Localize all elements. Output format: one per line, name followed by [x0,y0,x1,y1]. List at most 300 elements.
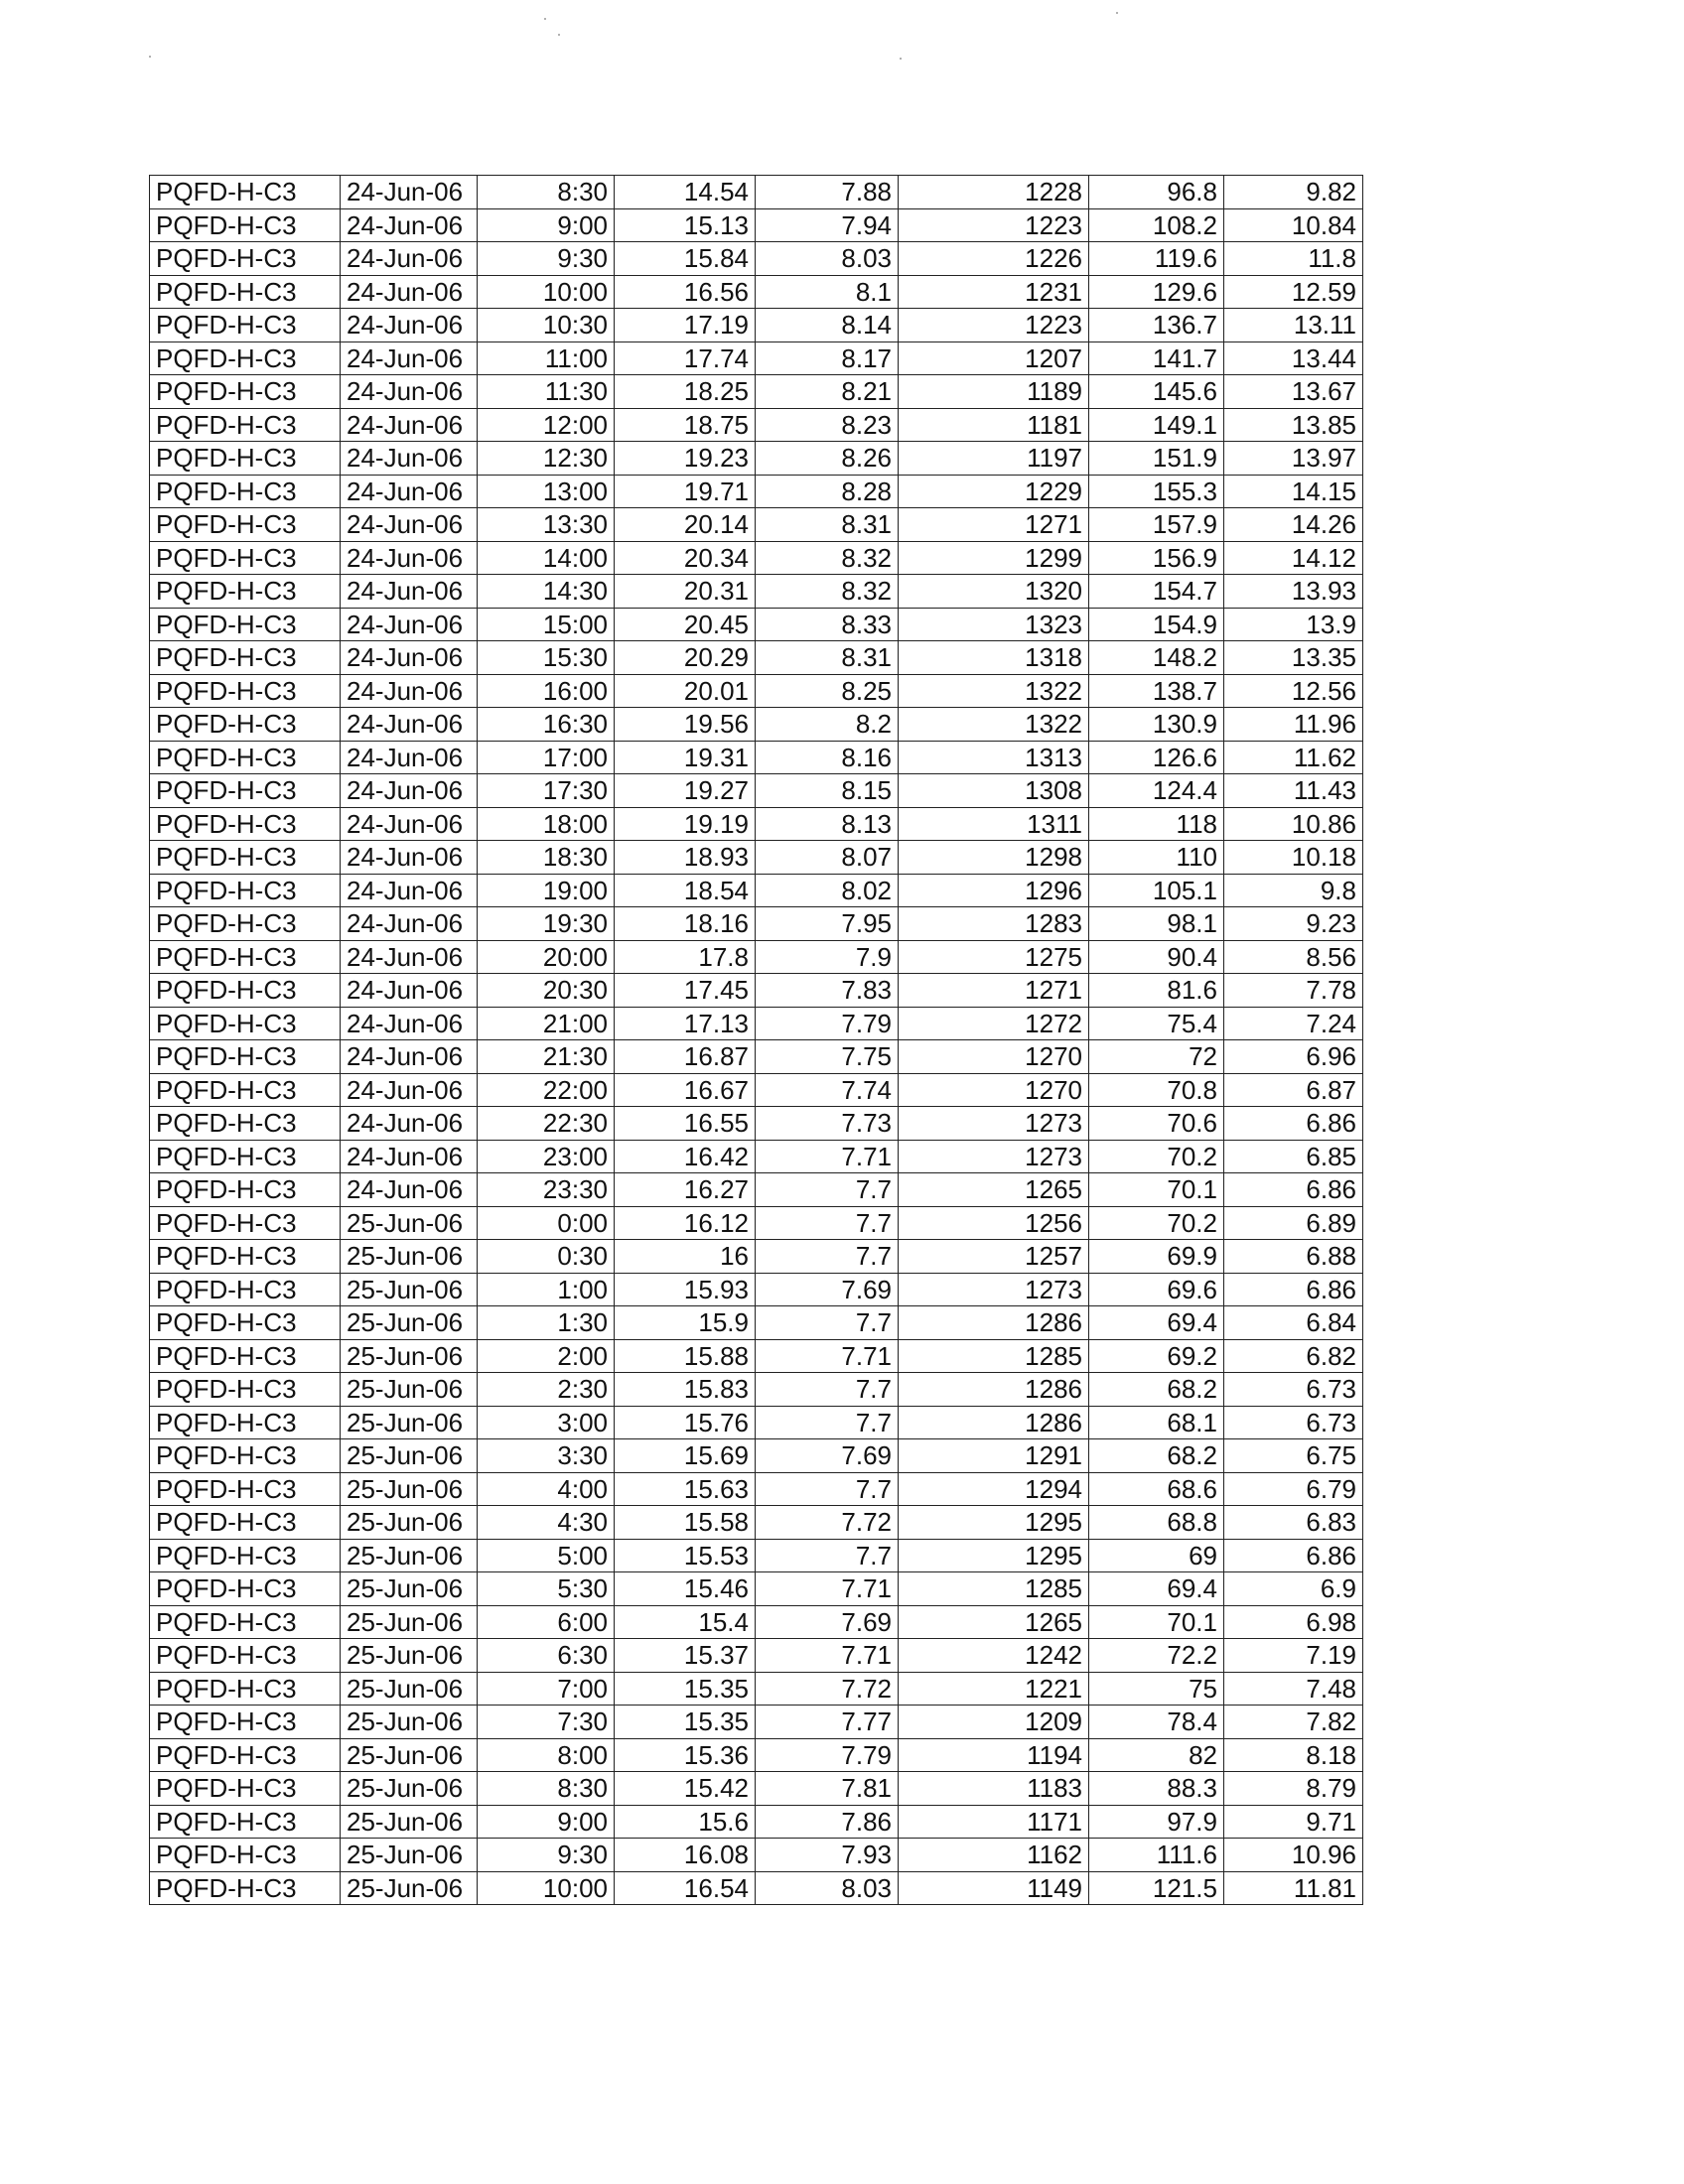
table-row [150,375,1363,409]
col-8-cell: 10.86 [1224,807,1363,841]
date-cell: 24-Jun-06 [341,475,478,508]
table-row [150,341,1363,375]
col-5-cell: 7.93 [756,1839,899,1872]
col-6-cell: 1223 [899,309,1089,342]
time-cell: 16:00 [478,674,615,708]
col-4-cell: 15.83 [615,1373,756,1407]
col-7-cell: 154.7 [1089,575,1224,609]
col-5-cell: 8.23 [756,408,899,442]
date-cell: 25-Jun-06 [341,1539,478,1572]
site-id-cell: PQFD-H-C3 [150,741,341,774]
table-row [150,1073,1363,1107]
time-cell: 7:30 [478,1706,615,1739]
date-cell: 24-Jun-06 [341,408,478,442]
col-7-cell: 108.2 [1089,208,1224,242]
col-8-cell: 6.86 [1224,1539,1363,1572]
table-row [150,408,1363,442]
time-cell: 10:30 [478,309,615,342]
table-row [150,1738,1363,1772]
col-8-cell: 6.86 [1224,1107,1363,1141]
site-id-cell: PQFD-H-C3 [150,1772,341,1806]
col-7-cell: 69.9 [1089,1240,1224,1274]
col-6-cell: 1296 [899,874,1089,907]
col-8-cell: 7.19 [1224,1639,1363,1673]
col-7-cell: 75.4 [1089,1007,1224,1040]
col-5-cell: 7.86 [756,1805,899,1839]
col-4-cell: 15.76 [615,1406,756,1439]
table-row [150,309,1363,342]
table-row [150,1007,1363,1040]
col-5-cell: 7.7 [756,1539,899,1572]
col-4-cell: 14.54 [615,176,756,209]
site-id-cell: PQFD-H-C3 [150,408,341,442]
time-cell: 21:30 [478,1040,615,1074]
col-5-cell: 7.69 [756,1605,899,1639]
col-5-cell: 8.03 [756,242,899,276]
site-id-cell: PQFD-H-C3 [150,442,341,476]
site-id-cell: PQFD-H-C3 [150,1672,341,1706]
col-4-cell: 15.35 [615,1672,756,1706]
date-cell: 25-Jun-06 [341,1572,478,1606]
col-5-cell: 8.33 [756,608,899,641]
time-cell: 18:30 [478,841,615,875]
time-cell: 9:30 [478,1839,615,1872]
col-7-cell: 111.6 [1089,1839,1224,1872]
col-6-cell: 1291 [899,1439,1089,1473]
time-cell: 19:00 [478,874,615,907]
col-5-cell: 8.02 [756,874,899,907]
table-row [150,907,1363,941]
col-6-cell: 1295 [899,1506,1089,1540]
site-id-cell: PQFD-H-C3 [150,1439,341,1473]
table-row [150,774,1363,808]
col-8-cell: 6.86 [1224,1273,1363,1306]
site-id-cell: PQFD-H-C3 [150,1107,341,1141]
col-5-cell: 7.79 [756,1007,899,1040]
table-row [150,1406,1363,1439]
table-row [150,575,1363,609]
col-6-cell: 1194 [899,1738,1089,1772]
date-cell: 24-Jun-06 [341,907,478,941]
col-8-cell: 7.78 [1224,974,1363,1008]
col-5-cell: 7.94 [756,208,899,242]
col-8-cell: 8.56 [1224,940,1363,974]
table-row [150,807,1363,841]
col-6-cell: 1283 [899,907,1089,941]
time-cell: 13:00 [478,475,615,508]
col-4-cell: 19.27 [615,774,756,808]
col-8-cell: 7.24 [1224,1007,1363,1040]
time-cell: 11:00 [478,341,615,375]
table-row [150,1839,1363,1872]
col-4-cell: 16.54 [615,1871,756,1905]
col-7-cell: 129.6 [1089,275,1224,309]
col-8-cell: 14.12 [1224,541,1363,575]
col-6-cell: 1318 [899,641,1089,675]
col-7-cell: 72.2 [1089,1639,1224,1673]
col-4-cell: 18.75 [615,408,756,442]
time-cell: 4:30 [478,1506,615,1540]
site-id-cell: PQFD-H-C3 [150,475,341,508]
date-cell: 25-Jun-06 [341,1472,478,1506]
col-7-cell: 70.1 [1089,1605,1224,1639]
site-id-cell: PQFD-H-C3 [150,508,341,542]
table-row [150,1472,1363,1506]
col-8-cell: 7.48 [1224,1672,1363,1706]
col-4-cell: 19.71 [615,475,756,508]
col-8-cell: 9.71 [1224,1805,1363,1839]
col-6-cell: 1271 [899,508,1089,542]
col-8-cell: 7.82 [1224,1706,1363,1739]
site-id-cell: PQFD-H-C3 [150,275,341,309]
col-4-cell: 18.54 [615,874,756,907]
col-7-cell: 151.9 [1089,442,1224,476]
site-id-cell: PQFD-H-C3 [150,641,341,675]
site-id-cell: PQFD-H-C3 [150,176,341,209]
col-7-cell: 90.4 [1089,940,1224,974]
col-5-cell: 7.69 [756,1439,899,1473]
col-6-cell: 1162 [899,1839,1089,1872]
time-cell: 4:00 [478,1472,615,1506]
site-id-cell: PQFD-H-C3 [150,1040,341,1074]
col-6-cell: 1197 [899,442,1089,476]
col-6-cell: 1295 [899,1539,1089,1572]
time-cell: 22:00 [478,1073,615,1107]
date-cell: 24-Jun-06 [341,442,478,476]
col-5-cell: 8.14 [756,309,899,342]
time-cell: 5:30 [478,1572,615,1606]
col-7-cell: 156.9 [1089,541,1224,575]
table-row [150,475,1363,508]
col-7-cell: 88.3 [1089,1772,1224,1806]
col-5-cell: 7.7 [756,1306,899,1340]
col-7-cell: 69.4 [1089,1572,1224,1606]
site-id-cell: PQFD-H-C3 [150,575,341,609]
site-id-cell: PQFD-H-C3 [150,341,341,375]
col-4-cell: 15.63 [615,1472,756,1506]
col-7-cell: 70.1 [1089,1173,1224,1207]
col-5-cell: 8.31 [756,641,899,675]
col-4-cell: 20.29 [615,641,756,675]
col-8-cell: 14.26 [1224,508,1363,542]
col-4-cell: 15.58 [615,1506,756,1540]
col-4-cell: 16.42 [615,1140,756,1173]
col-6-cell: 1308 [899,774,1089,808]
date-cell: 24-Jun-06 [341,741,478,774]
col-5-cell: 8.07 [756,841,899,875]
date-cell: 25-Jun-06 [341,1373,478,1407]
col-5-cell: 8.15 [756,774,899,808]
col-8-cell: 11.81 [1224,1871,1363,1905]
table-row [150,741,1363,774]
time-cell: 17:30 [478,774,615,808]
site-id-cell: PQFD-H-C3 [150,242,341,276]
table-row [150,608,1363,641]
col-7-cell: 149.1 [1089,408,1224,442]
col-8-cell: 10.84 [1224,208,1363,242]
time-cell: 7:00 [478,1672,615,1706]
col-7-cell: 82 [1089,1738,1224,1772]
col-4-cell: 15.35 [615,1706,756,1739]
col-5-cell: 7.75 [756,1040,899,1074]
date-cell: 25-Jun-06 [341,1439,478,1473]
col-8-cell: 10.96 [1224,1839,1363,1872]
date-cell: 25-Jun-06 [341,1406,478,1439]
site-id-cell: PQFD-H-C3 [150,1805,341,1839]
col-4-cell: 15.6 [615,1805,756,1839]
col-8-cell: 9.23 [1224,907,1363,941]
col-8-cell: 6.89 [1224,1206,1363,1240]
table-row [150,1273,1363,1306]
col-8-cell: 12.56 [1224,674,1363,708]
col-8-cell: 13.44 [1224,341,1363,375]
date-cell: 25-Jun-06 [341,1339,478,1373]
table-row [150,1373,1363,1407]
col-8-cell: 13.9 [1224,608,1363,641]
col-4-cell: 15.4 [615,1605,756,1639]
time-cell: 23:30 [478,1173,615,1207]
time-cell: 22:30 [478,1107,615,1141]
col-6-cell: 1311 [899,807,1089,841]
date-cell: 25-Jun-06 [341,1605,478,1639]
col-6-cell: 1273 [899,1140,1089,1173]
col-8-cell: 13.93 [1224,575,1363,609]
col-5-cell: 7.73 [756,1107,899,1141]
col-6-cell: 1294 [899,1472,1089,1506]
table-row [150,541,1363,575]
col-8-cell: 13.97 [1224,442,1363,476]
table-row [150,708,1363,742]
col-5-cell: 8.25 [756,674,899,708]
col-7-cell: 141.7 [1089,341,1224,375]
col-4-cell: 20.34 [615,541,756,575]
table-row [150,641,1363,675]
col-6-cell: 1229 [899,475,1089,508]
col-5-cell: 8.32 [756,575,899,609]
col-5-cell: 8.03 [756,1871,899,1905]
date-cell: 24-Jun-06 [341,1040,478,1074]
scan-speck [544,18,546,20]
time-cell: 20:30 [478,974,615,1008]
col-7-cell: 157.9 [1089,508,1224,542]
time-cell: 9:30 [478,242,615,276]
col-4-cell: 16.08 [615,1839,756,1872]
col-8-cell: 6.85 [1224,1140,1363,1173]
col-8-cell: 6.88 [1224,1240,1363,1274]
site-id-cell: PQFD-H-C3 [150,1240,341,1274]
col-8-cell: 6.86 [1224,1173,1363,1207]
date-cell: 24-Jun-06 [341,807,478,841]
time-cell: 6:00 [478,1605,615,1639]
date-cell: 24-Jun-06 [341,940,478,974]
site-id-cell: PQFD-H-C3 [150,1639,341,1673]
col-7-cell: 98.1 [1089,907,1224,941]
time-cell: 2:00 [478,1339,615,1373]
site-id-cell: PQFD-H-C3 [150,309,341,342]
col-5-cell: 7.79 [756,1738,899,1772]
col-4-cell: 15.69 [615,1439,756,1473]
col-5-cell: 7.7 [756,1472,899,1506]
col-8-cell: 6.82 [1224,1339,1363,1373]
date-cell: 24-Jun-06 [341,208,478,242]
col-5-cell: 8.13 [756,807,899,841]
col-7-cell: 69 [1089,1539,1224,1572]
site-id-cell: PQFD-H-C3 [150,940,341,974]
date-cell: 24-Jun-06 [341,1107,478,1141]
table-row [150,1805,1363,1839]
col-6-cell: 1322 [899,674,1089,708]
col-4-cell: 15.9 [615,1306,756,1340]
time-cell: 17:00 [478,741,615,774]
site-id-cell: PQFD-H-C3 [150,375,341,409]
time-cell: 1:00 [478,1273,615,1306]
col-8-cell: 11.62 [1224,741,1363,774]
col-7-cell: 138.7 [1089,674,1224,708]
col-8-cell: 9.82 [1224,176,1363,209]
scan-speck [558,34,560,36]
site-id-cell: PQFD-H-C3 [150,541,341,575]
col-6-cell: 1286 [899,1406,1089,1439]
site-id-cell: PQFD-H-C3 [150,774,341,808]
time-cell: 15:30 [478,641,615,675]
col-7-cell: 69.6 [1089,1273,1224,1306]
col-6-cell: 1149 [899,1871,1089,1905]
col-7-cell: 70.2 [1089,1206,1224,1240]
col-6-cell: 1257 [899,1240,1089,1274]
col-4-cell: 18.25 [615,375,756,409]
time-cell: 11:30 [478,375,615,409]
col-8-cell: 6.79 [1224,1472,1363,1506]
date-cell: 24-Jun-06 [341,774,478,808]
date-cell: 25-Jun-06 [341,1871,478,1905]
col-8-cell: 13.35 [1224,641,1363,675]
col-8-cell: 6.73 [1224,1406,1363,1439]
col-5-cell: 7.71 [756,1639,899,1673]
col-6-cell: 1256 [899,1206,1089,1240]
col-5-cell: 7.77 [756,1706,899,1739]
col-5-cell: 7.71 [756,1339,899,1373]
col-7-cell: 155.3 [1089,475,1224,508]
table-row [150,1871,1363,1905]
date-cell: 24-Jun-06 [341,1173,478,1207]
col-6-cell: 1299 [899,541,1089,575]
table-row [150,940,1363,974]
time-cell: 13:30 [478,508,615,542]
time-cell: 19:30 [478,907,615,941]
col-5-cell: 8.1 [756,275,899,309]
col-4-cell: 16 [615,1240,756,1274]
col-4-cell: 15.37 [615,1639,756,1673]
site-id-cell: PQFD-H-C3 [150,807,341,841]
site-id-cell: PQFD-H-C3 [150,1506,341,1540]
date-cell: 25-Jun-06 [341,1639,478,1673]
col-8-cell: 8.18 [1224,1738,1363,1772]
col-7-cell: 70.6 [1089,1107,1224,1141]
table-row [150,176,1363,209]
col-5-cell: 7.71 [756,1140,899,1173]
col-5-cell: 7.72 [756,1672,899,1706]
table-row [150,442,1363,476]
col-8-cell: 6.87 [1224,1073,1363,1107]
site-id-cell: PQFD-H-C3 [150,1472,341,1506]
time-cell: 0:00 [478,1206,615,1240]
col-4-cell: 15.93 [615,1273,756,1306]
col-4-cell: 18.16 [615,907,756,941]
col-5-cell: 7.7 [756,1206,899,1240]
col-5-cell: 7.72 [756,1506,899,1540]
col-5-cell: 7.7 [756,1373,899,1407]
col-5-cell: 7.74 [756,1073,899,1107]
table-row [150,974,1363,1008]
date-cell: 25-Jun-06 [341,1306,478,1340]
col-6-cell: 1313 [899,741,1089,774]
col-6-cell: 1221 [899,1672,1089,1706]
col-7-cell: 68.1 [1089,1406,1224,1439]
table-row [150,1339,1363,1373]
table-row [150,1706,1363,1739]
scan-speck [1116,12,1118,14]
col-6-cell: 1273 [899,1107,1089,1141]
time-cell: 3:30 [478,1439,615,1473]
col-6-cell: 1226 [899,242,1089,276]
time-cell: 9:00 [478,208,615,242]
time-cell: 0:30 [478,1240,615,1274]
col-7-cell: 97.9 [1089,1805,1224,1839]
col-4-cell: 16.27 [615,1173,756,1207]
site-id-cell: PQFD-H-C3 [150,974,341,1008]
col-7-cell: 136.7 [1089,309,1224,342]
col-5-cell: 7.7 [756,1406,899,1439]
col-7-cell: 68.6 [1089,1472,1224,1506]
table-row [150,1539,1363,1572]
col-7-cell: 68.2 [1089,1373,1224,1407]
site-id-cell: PQFD-H-C3 [150,1539,341,1572]
time-cell: 15:00 [478,608,615,641]
table-row [150,841,1363,875]
col-7-cell: 126.6 [1089,741,1224,774]
col-7-cell: 119.6 [1089,242,1224,276]
col-5-cell: 8.17 [756,341,899,375]
col-4-cell: 17.13 [615,1007,756,1040]
date-cell: 24-Jun-06 [341,176,478,209]
col-7-cell: 69.2 [1089,1339,1224,1373]
col-4-cell: 16.56 [615,275,756,309]
col-4-cell: 20.14 [615,508,756,542]
col-4-cell: 15.36 [615,1738,756,1772]
col-8-cell: 6.96 [1224,1040,1363,1074]
site-id-cell: PQFD-H-C3 [150,208,341,242]
col-7-cell: 148.2 [1089,641,1224,675]
date-cell: 25-Jun-06 [341,1672,478,1706]
col-8-cell: 13.67 [1224,375,1363,409]
col-4-cell: 16.87 [615,1040,756,1074]
col-7-cell: 110 [1089,841,1224,875]
site-id-cell: PQFD-H-C3 [150,708,341,742]
site-id-cell: PQFD-H-C3 [150,1839,341,1872]
date-cell: 24-Jun-06 [341,641,478,675]
col-8-cell: 6.83 [1224,1506,1363,1540]
date-cell: 24-Jun-06 [341,674,478,708]
time-cell: 10:00 [478,1871,615,1905]
col-5-cell: 8.16 [756,741,899,774]
site-id-cell: PQFD-H-C3 [150,1206,341,1240]
col-4-cell: 15.88 [615,1339,756,1373]
time-cell: 10:00 [478,275,615,309]
data-table-body [150,176,1363,1905]
time-cell: 12:00 [478,408,615,442]
time-cell: 18:00 [478,807,615,841]
col-4-cell: 15.46 [615,1572,756,1606]
